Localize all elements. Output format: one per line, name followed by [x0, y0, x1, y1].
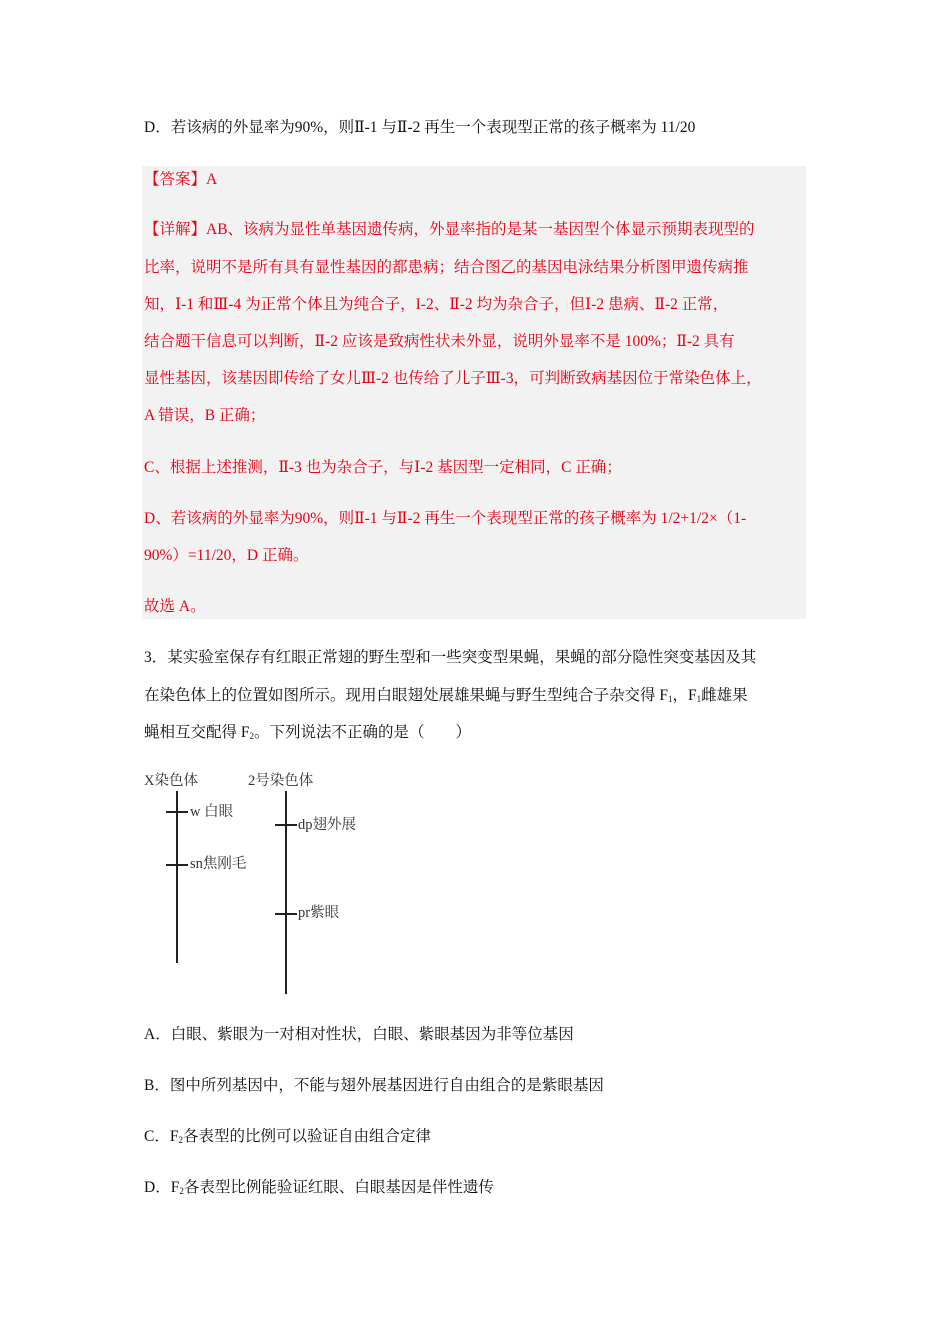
gene-label-w: w 白眼	[190, 804, 234, 820]
detail-d-line: 90%）=11/20，D 正确。	[144, 547, 309, 564]
gene-tick	[166, 811, 188, 813]
detail-c-line: C、根据上述推测，Ⅱ-3 也为杂合子，与Ⅰ-2 基因型一定相同，C 正确；	[144, 459, 622, 476]
question-3-line: 3．某实验室保存有红眼正常翅的野生型和一些突变型果蝇，果蝇的部分隐性突变基因及其	[144, 649, 757, 666]
conclusion: 故选 A。	[144, 598, 206, 615]
option-d	[144, 1178, 494, 1201]
option-b: B．图中所列基因中，不能与翅外展基因进行自由组合的是紫眼基因	[144, 1077, 604, 1094]
gene-label-dp: dp翅外展	[298, 817, 356, 833]
text: ，F	[672, 687, 697, 704]
option-c	[144, 1127, 431, 1150]
x-chromosome-title: X染色体	[144, 773, 198, 789]
subscript: 1	[696, 694, 702, 704]
x-chromosome-line	[176, 791, 178, 963]
text: 各表型比例能验证红眼、白眼基因是伴性遗传	[183, 1179, 494, 1196]
question-3-line	[144, 686, 748, 709]
text: 蝇相互交配得 F	[144, 724, 250, 741]
chromosome-2-title: 2号染色体	[248, 773, 314, 789]
text: 各表型的比例可以验证自由组合定律	[182, 1128, 431, 1145]
gene-tick	[275, 913, 297, 915]
detail-line: 比率，说明不是所有具有显性基因的都患病；结合图乙的基因电泳结果分析图甲遗传病推	[144, 259, 749, 276]
gene-label-pr: pr紫眼	[298, 905, 340, 921]
question-3-line	[144, 723, 471, 746]
subscript: 1	[668, 694, 673, 704]
text: 。下列说法不正确的是（ ）	[254, 724, 472, 741]
answer-label: 【答案】A	[144, 171, 218, 188]
subscript: 2	[178, 1135, 183, 1145]
text: 雌雄果	[701, 687, 748, 704]
gene-tick	[166, 864, 188, 866]
gene-tick	[275, 824, 297, 826]
detail-line: A 错误，B 正确；	[144, 407, 266, 424]
subscript: 2	[179, 1186, 184, 1196]
detail-line: 【详解】AB、该病为显性单基因遗传病，外显率指的是某一基因型个体显示预期表现型的	[144, 221, 755, 238]
text: D．F	[144, 1179, 180, 1196]
option-a: A．白眼、紫眼为一对相对性状，白眼、紫眼基因为非等位基因	[144, 1026, 574, 1043]
gene-label-sn: sn焦刚毛	[190, 856, 247, 872]
previous-option-d: D．若该病的外显率为90%，则Ⅱ-1 与Ⅱ-2 再生一个表现型正常的孩子概率为 11/20	[144, 119, 696, 136]
detail-d-line: D、若该病的外显率为90%，则Ⅱ-1 与Ⅱ-2 再生一个表现型正常的孩子概率为 1/2+1/2×（1-	[144, 510, 747, 527]
chromosome-2-line	[285, 791, 287, 994]
detail-line: 知，Ⅰ-1 和Ⅲ-4 为正常个体且为纯合子，I-2、Ⅱ-2 均为杂合子，但Ⅰ-2 患病、Ⅱ-2 正常，	[144, 296, 729, 313]
subscript: 2	[249, 731, 254, 741]
detail-line: 结合题干信息可以判断，Ⅱ-2 应该是致病性状未外显，说明外显率不是 100%；Ⅱ-2 具有	[144, 333, 735, 350]
text: 在染色体上的位置如图所示。现用白眼翅处展雄果蝇与野生型纯合子杂交得 F	[144, 687, 668, 704]
text: C．F	[144, 1128, 179, 1145]
detail-line: 显性基因，该基因即传给了女儿Ⅲ-2 也传给了儿子Ⅲ-3，可判断致病基因位于常染色体上，	[144, 370, 762, 387]
